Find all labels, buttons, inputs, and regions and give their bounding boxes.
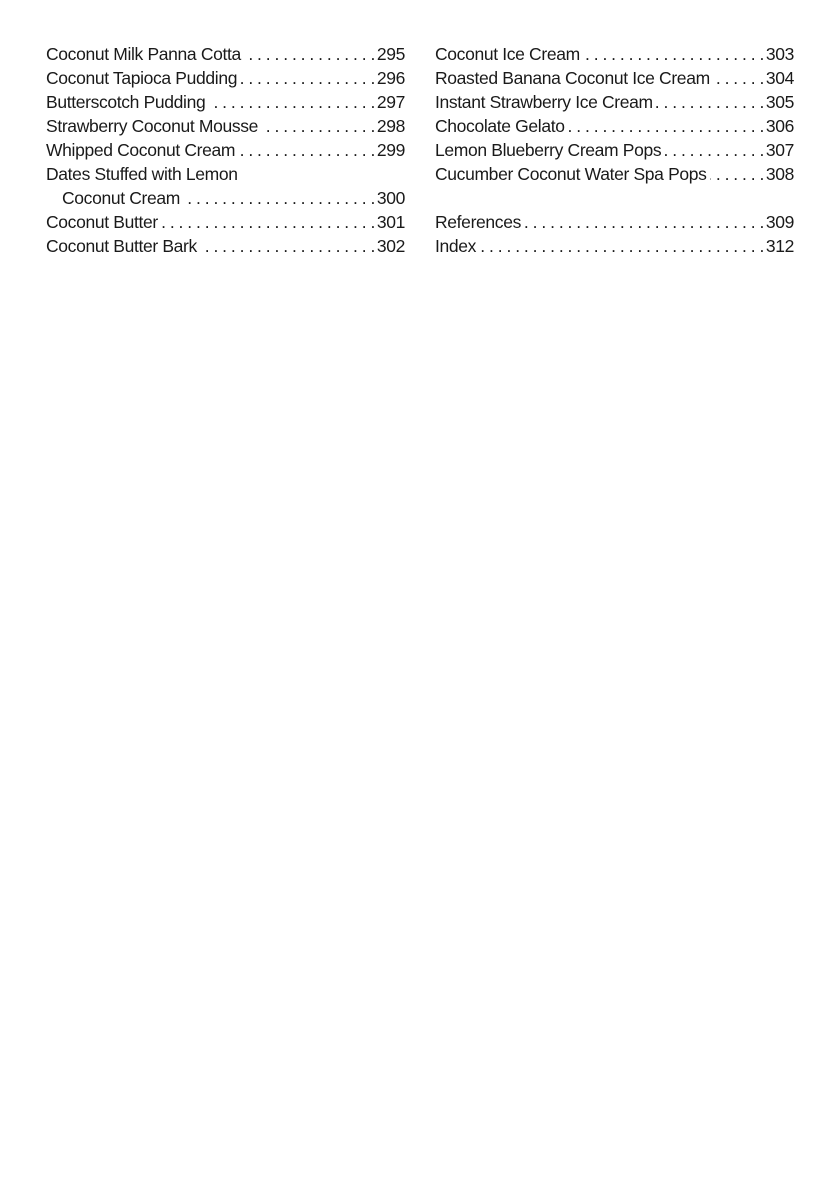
toc-entry-page: 296 [376,68,405,88]
toc-entry-title: Coconut Tapioca Pudding [46,68,238,88]
toc-entry-page: 303 [765,44,794,64]
toc-entry-page: 297 [376,92,405,112]
toc-entry-title-line1: Dates Stuffed with Lemon [46,164,238,184]
toc-entry[interactable] [46,114,405,138]
toc-dot-leader [479,234,764,258]
toc-entry-page: 298 [376,116,405,136]
toc-entry[interactable] [46,138,405,162]
toc-entry[interactable] [435,162,794,186]
toc-dot-leader [583,42,764,66]
toc-entry-title: Instant Strawberry Ice Cream [435,92,653,112]
toc-entry-title: Coconut Butter [46,212,158,232]
toc-dot-leader [238,138,375,162]
toc-dot-leader [710,162,764,186]
toc-entry-page: 299 [376,140,405,160]
toc-entry-title: Cucumber Coconut Water Spa Pops [435,164,707,184]
toc-entry-title: Whipped Coconut Cream [46,140,236,160]
toc-entry-page: 306 [765,116,794,136]
toc-entry-page: 304 [765,68,794,88]
toc-dot-leader [208,90,374,114]
toc-dot-leader [161,210,375,234]
toc-entry-title: References [435,212,521,232]
toc-entry-page: 301 [376,212,405,232]
toc-entry-title: Roasted Banana Coconut Ice Cream [435,68,710,88]
toc-dot-leader [200,234,375,258]
toc-column-left [46,42,405,258]
toc-entry-page: 312 [765,236,794,256]
toc-entry-multiline[interactable] [46,162,405,210]
toc-dot-leader [568,114,764,138]
toc-entry-title: Chocolate Gelato [435,116,565,136]
toc-dot-leader [244,42,375,66]
toc-entry-title-line2: Coconut Cream [62,188,181,208]
toc-dot-leader [524,210,764,234]
toc-entry-continuation [46,186,405,210]
toc-dot-leader [713,66,764,90]
toc-entry[interactable] [46,210,405,234]
toc-entry[interactable] [435,138,794,162]
toc-column-right [435,42,794,258]
toc-entry[interactable] [46,66,405,90]
toc-entry-title: Index [435,236,477,256]
toc-entry[interactable] [46,90,405,114]
toc-entry-title: Strawberry Coconut Mousse [46,116,259,136]
toc-entry-index[interactable] [435,234,794,258]
toc-entry-title: Lemon Blueberry Cream Pops [435,140,662,160]
toc-entry[interactable] [435,42,794,66]
toc-entry-page: 305 [765,92,794,112]
toc-entry[interactable] [46,234,405,258]
toc-entry[interactable] [46,42,405,66]
toc-dot-leader [656,90,764,114]
toc-entry-page: 309 [765,212,794,232]
toc-entry-page: 300 [376,188,405,208]
toc-entry-page: 302 [376,236,405,256]
toc-entry-title: Coconut Ice Cream [435,44,580,64]
toc-dot-leader [664,138,764,162]
section-spacer [435,186,794,210]
toc-entry-references[interactable] [435,210,794,234]
toc-dot-leader [240,66,375,90]
toc-dot-leader [261,114,375,138]
toc-dot-leader [183,186,375,210]
toc-entry-title: Coconut Butter Bark [46,236,197,256]
toc-entry-page: 308 [765,164,794,184]
toc-entry-page: 307 [765,140,794,160]
toc-entry-page: 295 [376,44,405,64]
toc-entry[interactable] [435,114,794,138]
toc-entry[interactable] [435,66,794,90]
toc-entry-title: Coconut Milk Panna Cotta [46,44,241,64]
toc-entry[interactable] [435,90,794,114]
toc-entry-title: Butterscotch Pudding [46,92,206,112]
